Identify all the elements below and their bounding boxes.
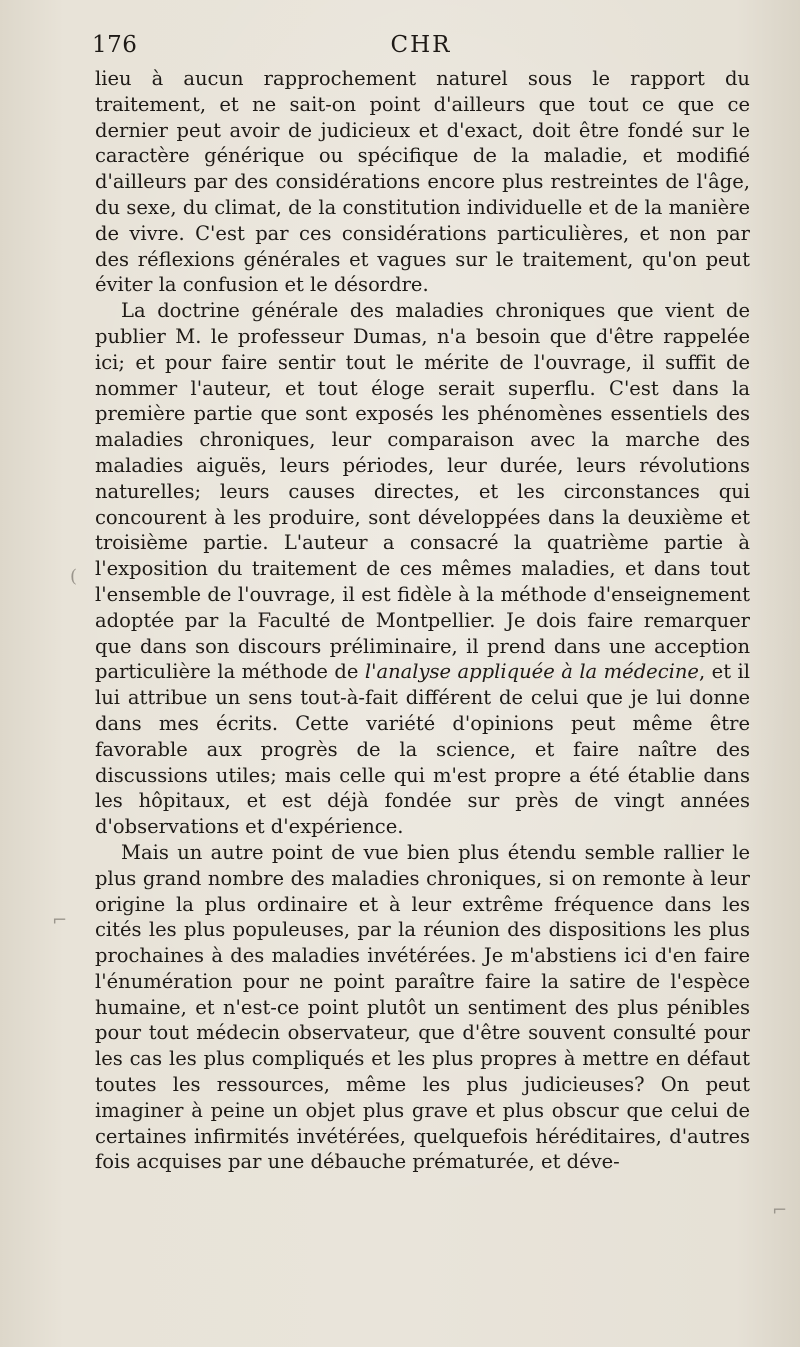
- paragraph-1: lieu à aucun rapprochement naturel sous le rapport du traitement, et ne sait-on point d'ailleurs que tout ce que ce dernier peut avoir de judicieux et d'exact, doit être fondé sur le caractère générique ou spécifique de la maladie, et modifié d'ailleurs par des considérations encore plus restreintes de l'âge, du sexe, du climat, de la constitution individuelle et de la manière de vivre. C'est par ces considérations particulières, et non par des réflexions générales et vagues sur le traitement, qu'on peut éviter la confusion et le désordre.: [95, 67, 750, 297]
- page-header: [92, 32, 750, 64]
- paragraph-2-text-after: , et il lui attribue un sens tout-à-fait différent de celui que je lui donne dans mes écrits. Cette variété d'opinions peut même être favorable aux progrès de la science, et faire naître des discussions utiles; mais celle qui m'est propre a été établie dans les hôpitaux, et est déjà fondée sur près de vingt années d'observations et d'expérience.: [95, 660, 750, 839]
- paragraph-2-italic-phrase: l'analyse appliquée à la médecine: [364, 660, 699, 684]
- paragraph-2: [95, 298, 750, 840]
- body-text: [95, 66, 750, 1175]
- margin-mark: (: [70, 566, 78, 587]
- margin-mark: ⌐: [52, 910, 68, 931]
- paragraph-2-text-before: La doctrine générale des maladies chroniques que vient de publier M. le professeur Dumas, n'a besoin que d'être rappelée ici; et pour faire sentir tout le mérite de l'ouvrage, il suffit de nommer l'auteur, et tout éloge serait superflu. C'est dans la première partie que sont exposés les phénomènes essentiels des maladies chroniques, leur comparaison avec la marche des maladies aiguës, leurs périodes, leur durée, leurs révolutions naturelles; leurs causes directes, et les circonstances qui concourent à les produire, sont développées dans la deuxième et troisième partie. L'auteur a consacré la quatrième partie à l'exposition du traitement de ces mêmes maladies, et dans tout l'ensemble de l'ouvrage, il est fidèle à la méthode d'enseignement adoptée par la Faculté de Montpellier. Je dois faire remarquer que dans son discours préliminaire, il prend dans une acception particulière la méthode de: [95, 299, 750, 684]
- running-head: CHR: [390, 32, 452, 58]
- page-number: 176: [92, 32, 138, 58]
- paragraph-3: Mais un autre point de vue bien plus étendu semble rallier le plus grand nombre des maladies chroniques, si on remonte à leur origine la plus ordinaire et à leur extrême fréquence dans les cités les plus populeuses, par la réunion des dispositions les plus prochaines à des maladies invétérées. Je m'abstiens ici d'en faire l'énumération pour ne point paraître faire la satire de l'espèce humaine, et n'est-ce point plutôt un sentiment des plus pénibles pour tout médecin observateur, que d'être souvent consulté pour les cas les plus compliqués et les plus propres à mettre en défaut toutes les ressources, même les plus judicieuses? On peut imaginer à peine un objet plus grave et plus obscur que celui de certaines infirmités invétérées, quelquefois héréditaires, d'autres fois acquises par une débauche prématurée, et déve-: [95, 840, 750, 1174]
- margin-mark: ⌐: [772, 1200, 788, 1221]
